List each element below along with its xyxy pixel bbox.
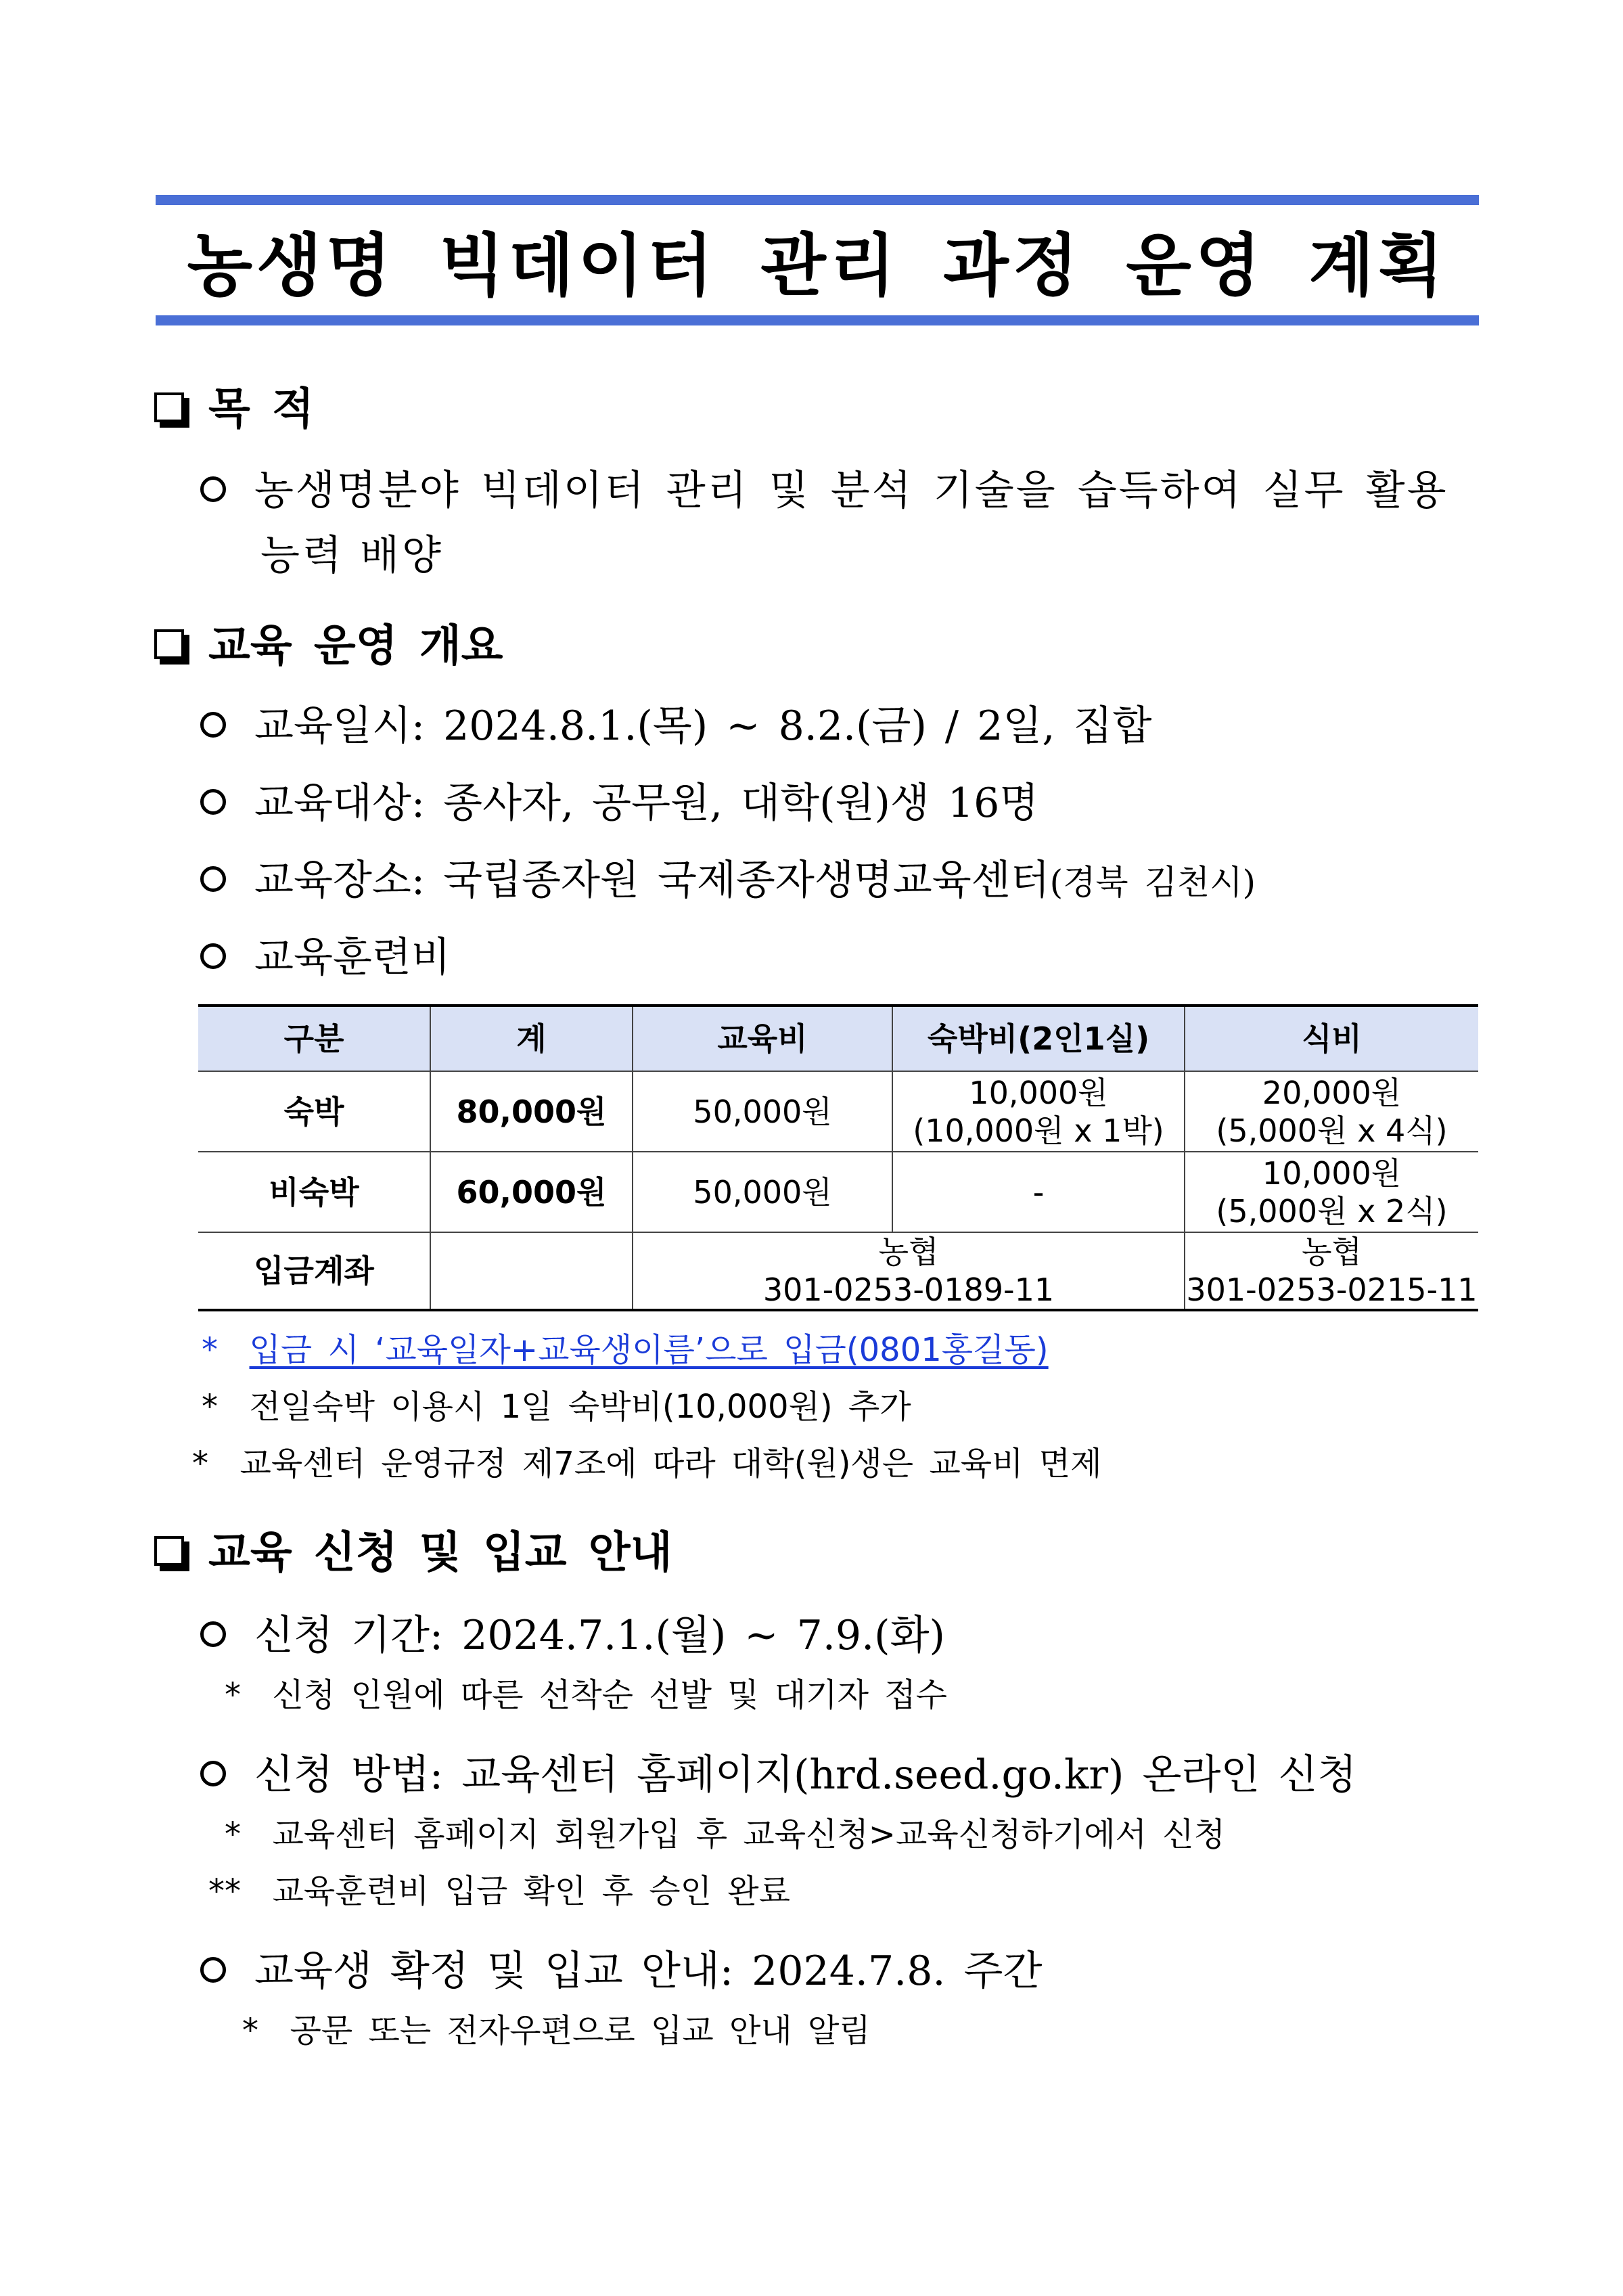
square-bullet-icon (154, 392, 184, 422)
application-bullet-period: 신청 기간: 2024.7.1.(월) ~ 7.9.(화) (200, 1605, 945, 1666)
header-edu-fee: 교육비 (633, 1006, 892, 1071)
title-top-rule (156, 195, 1479, 205)
overview-bullet-date: 교육일시: 2024.8.1.(목) ~ 8.2.(금) / 2일, 집합 (200, 696, 1151, 757)
table-row (198, 1232, 1478, 1310)
row-lodging-fee: 10,000원 (10,000원 x 1박) (892, 1071, 1185, 1152)
row-meal-fee: 10,000원 (5,000원 x 2식) (1185, 1152, 1478, 1232)
account-edu-lodging: 농협 301-0253-0189-11 (633, 1232, 1185, 1310)
header-total: 계 (430, 1006, 633, 1071)
application-note-confirm: * 공문 또는 전자우편으로 입교 안내 알림 (242, 2012, 871, 2050)
circle-bullet-icon (200, 1957, 226, 1983)
circle-bullet-icon (200, 789, 226, 815)
application-note-method-2: ** 교육훈련비 입금 확인 후 승인 완료 (208, 1872, 790, 1910)
fee-table (198, 1004, 1478, 1311)
row-meal-fee: 20,000원 (5,000원 x 4식) (1185, 1071, 1478, 1152)
circle-bullet-icon (200, 943, 226, 969)
circle-bullet-icon (200, 866, 226, 892)
circle-bullet-icon (200, 712, 226, 738)
section-heading-overview: 교육 운영 개요 (154, 616, 503, 677)
row-edu-fee: 50,000원 (633, 1152, 892, 1232)
application-note-method-1: * 교육센터 홈페이지 회원가입 후 교육신청>교육신청하기에서 신청 (225, 1816, 1225, 1853)
overview-bullet-fee: 교육훈련비 (200, 927, 451, 988)
application-bullet-confirm: 교육생 확정 및 입교 안내: 2024.7.8. 주간 (200, 1941, 1042, 2002)
fee-table-header-row (198, 1006, 1478, 1071)
page-title: 농생명 빅데이터 관리 과정 운영 계획 (187, 226, 1448, 305)
section-heading-purpose: 목 적 (154, 379, 314, 440)
row-label: 비숙박 (198, 1152, 430, 1232)
row-label: 입금계좌 (198, 1232, 430, 1310)
table-row (198, 1152, 1478, 1232)
purpose-bullet: 농생명분야 빅데이터 관리 및 분석 기술을 습득하여 실무 활용 (200, 460, 1448, 521)
overview-bullet-target: 교육대상: 종사자, 공무원, 대학(원)생 16명 (200, 773, 1038, 834)
row-total (430, 1232, 633, 1310)
fee-note-deposit: * 입금 시 ‘교육일자+교육생이름’으로 입금(0801홍길동) (202, 1331, 1049, 1369)
application-note-period: * 신청 인원에 따른 선착순 선발 및 대기자 접수 (225, 1676, 947, 1714)
row-total: 60,000원 (430, 1152, 633, 1232)
row-edu-fee: 50,000원 (633, 1071, 892, 1152)
account-meal: 농협 301-0253-0215-11 (1185, 1232, 1478, 1310)
circle-bullet-icon (200, 1761, 226, 1786)
title-bottom-rule (156, 315, 1479, 325)
fee-note-exemption: * 교육센터 운영규정 제7조에 따라 대학(원)생은 교육비 면제 (192, 1445, 1102, 1483)
overview-bullet-place: 교육장소: 국립종자원 국제종자생명교육센터(경북 김천시) (200, 850, 1256, 913)
circle-bullet-icon (200, 1621, 226, 1647)
application-bullet-method: 신청 방법: 교육센터 홈페이지(hrd.seed.go.kr) 온라인 신청 (200, 1744, 1356, 1805)
circle-bullet-icon (200, 476, 226, 502)
square-bullet-icon (154, 629, 184, 659)
row-label: 숙박 (198, 1071, 430, 1152)
section-heading-application: 교육 신청 및 입교 안내 (154, 1523, 672, 1583)
row-total: 80,000원 (430, 1071, 633, 1152)
purpose-bullet-continuation: 능력 배양 (260, 532, 444, 579)
square-bullet-icon (154, 1536, 184, 1566)
header-meal-fee: 식비 (1185, 1006, 1478, 1071)
header-category: 구분 (198, 1006, 430, 1071)
table-row (198, 1071, 1478, 1152)
row-lodging-fee: - (892, 1152, 1185, 1232)
fee-note-lodging: * 전일숙박 이용시 1일 숙박비(10,000원) 추가 (202, 1388, 911, 1426)
header-lodging-fee: 숙박비(2인1실) (892, 1006, 1185, 1071)
